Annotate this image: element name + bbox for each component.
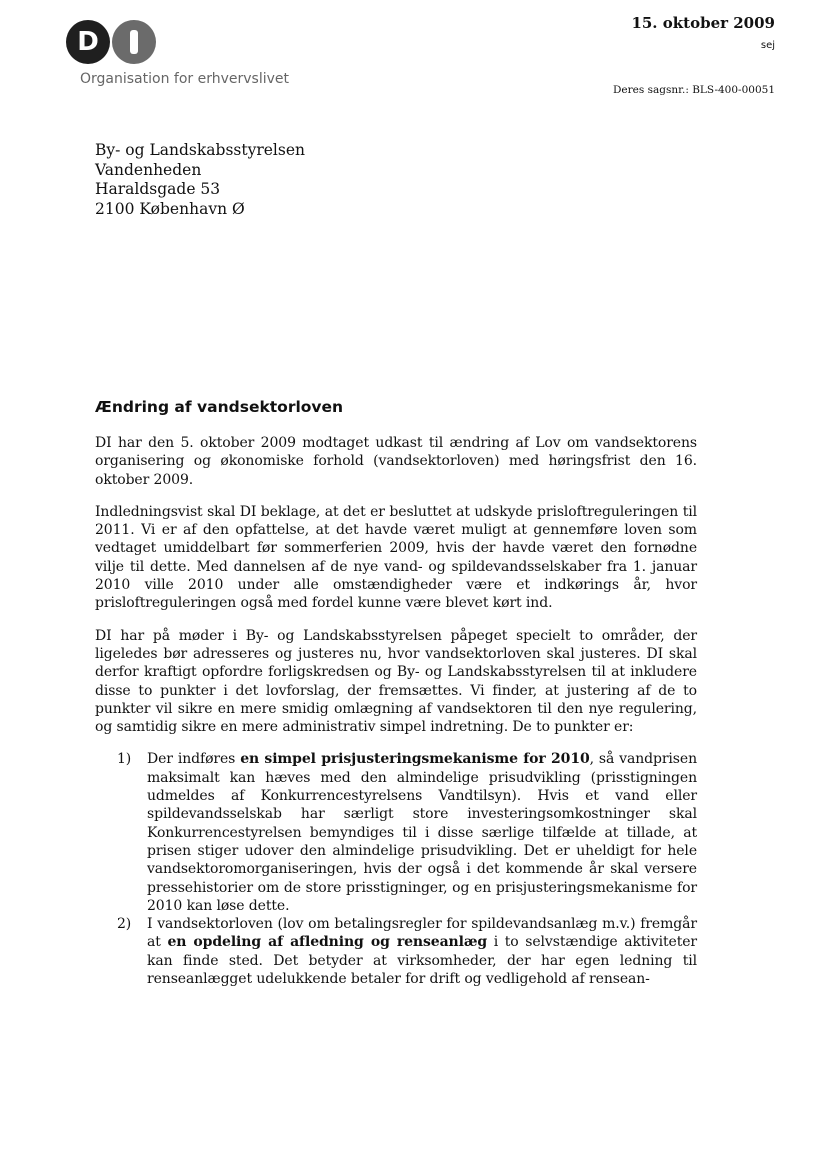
organisation-tagline: Organisation for erhvervslivet <box>80 71 289 87</box>
letter-body <box>95 434 697 988</box>
item-emphasis: en opdeling af afledning og renseanlæg <box>167 934 488 951</box>
list-item <box>95 750 697 915</box>
logo-letter-i <box>130 30 138 54</box>
recipient-address <box>95 141 305 219</box>
paragraph: Indledningsvist skal DI beklage, at det er besluttet at udskyde prisloftreguleringen til 2011. Vi er af den opfattelse, at det havde været muligt at gennemføre loven som vedtaget umiddelbart før sommerferien 2009, hvis der havde været den fornødne vilje til dette. Med dannelsen af de nye vand- og spildevandsselskaber fra 1. januar 2010 ville 2010 under alle omstændigheder være et indkørings år, hvor prisloftreguleringen også med fordel kunne være blevet kørt ind. <box>95 503 697 612</box>
list-number: 1) <box>117 751 132 768</box>
logo-circle-i <box>112 20 156 64</box>
list-item <box>95 915 697 988</box>
list-number: 2) <box>117 916 132 933</box>
logo-letter-d: D <box>66 20 110 64</box>
item-emphasis: en simpel prisjusteringsmekanisme for 2010 <box>240 751 590 768</box>
address-line: Vandenheden <box>95 160 202 179</box>
points-list <box>95 750 697 988</box>
item-text: , så vandprisen maksimalt kan hæves med den almindelige prisudvikling (prisstigningen udmeldes af Konkurrencestyrelsens Vandtilsyn). Hvis et vand eller spildevandsselskab har særligt store investeringsomkostninger skal Konkurrencestyrelsen bemyndiges til i disse særlige tilfælde at tillade, at prisen stiger udover den almindelige prisudvikling. Det er uheldigt for hele vandsektoromorganiseringen, hvis der også i det kommende år skal versere pressehistorier om de store prisstigninger, og en prisjusteringsmekanisme for 2010 kan løse dette. <box>147 751 697 914</box>
letter-subject: Ændring af vandsektorloven <box>95 398 344 416</box>
item-text: Der indføres <box>147 751 241 768</box>
paragraph: DI har den 5. oktober 2009 modtaget udkast til ændring af Lov om vandsektorens organisering og økonomiske forhold (vandsektorloven) med høringsfrist den 16. oktober 2009. <box>95 435 697 488</box>
letter-date: 15. oktober 2009 <box>631 14 775 32</box>
paragraph: DI har på møder i By- og Landskabsstyrelsen påpeget specielt to områder, der ligeledes bør adresseres og justeres nu, hvor vandsektorloven skal justeres. DI skal derfor kraftigt opfordre forligskredsen og By- og Landskabsstyrelsen til at inkludere disse to punkter i det lovforslag, der fremsættes. Vi finder, at justering af de to punkter vil sikre en mere smidig omlægning af vandsektoren til den nye regulering, og samtidig sikre en mere administrativ simpel indretning. De to punkter er: <box>95 627 697 736</box>
address-line: 2100 København Ø <box>95 199 245 218</box>
sender-initials: sej <box>760 40 775 51</box>
di-logo <box>66 20 156 64</box>
item-text: i to selvstændige aktiviteter kan finde sted. Det betyder at virksomheder, der har egen ledning til renseanlægget udelukkende betaler for drift og vedligehold af rensean- <box>147 934 698 988</box>
item-text: I vandsektorloven (lov om betalingsregler for spildevandsanlæg m.v.) fremgår at <box>147 916 697 951</box>
address-line: Haraldsgade 53 <box>95 180 221 198</box>
address-line: By- og Landskabsstyrelsen <box>95 141 305 159</box>
case-reference: Deres sagsnr.: BLS-400-00051 <box>613 84 775 96</box>
